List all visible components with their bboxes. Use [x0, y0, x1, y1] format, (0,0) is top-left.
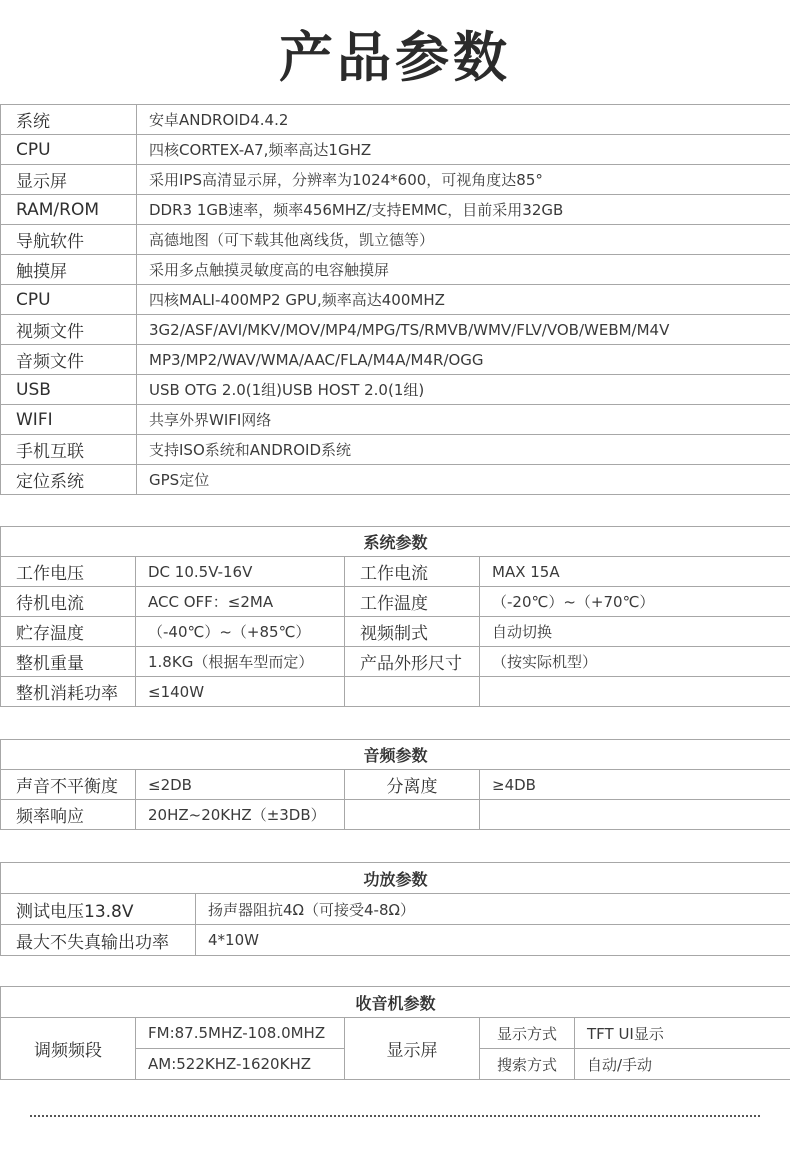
search-mode-value: 自动/手动 [575, 1049, 790, 1080]
param-label: 工作电流 [345, 557, 480, 587]
param-label: 测试电压13.8V [1, 894, 196, 925]
param-label: 频率响应 [1, 800, 136, 830]
table-row [1, 1018, 790, 1049]
table-row [1, 135, 790, 165]
param-value: （-40℃）~（+85℃） [136, 617, 345, 647]
display-mode-label: 显示方式 [480, 1018, 575, 1049]
param-label: 视频制式 [345, 617, 480, 647]
spec-value: DDR3 1GB速率，频率456MHZ/支持EMMC，目前采用32GB [137, 195, 790, 225]
spec-label: 视频文件 [1, 315, 137, 345]
dotted-divider [30, 1115, 760, 1117]
spec-label: 手机互联 [1, 435, 137, 465]
page-title: 产品参数 [279, 26, 511, 89]
band-label: 调频频段 [1, 1018, 136, 1080]
param-value: ≤140W [136, 677, 345, 707]
param-value: （按实际机型） [480, 647, 790, 677]
spec-value: 采用多点触摸灵敏度高的电容触摸屏 [137, 255, 790, 285]
section-heading-row [1, 527, 790, 557]
display-label: 显示屏 [345, 1018, 480, 1080]
param-value: 自动切换 [480, 617, 790, 647]
table-row [1, 435, 790, 465]
empty-cell [480, 800, 790, 830]
table-row [1, 195, 790, 225]
param-value: ≥4DB [480, 770, 790, 800]
table-row [1, 617, 790, 647]
system-params-table [0, 526, 790, 707]
spec-value: MP3/MP2/WAV/WMA/AAC/FLA/M4A/M4R/OGG [137, 345, 790, 375]
param-value: 1.8KG（根据车型而定） [136, 647, 345, 677]
table-row [1, 557, 790, 587]
param-label: 最大不失真输出功率 [1, 925, 196, 956]
spec-label: 系统 [1, 105, 137, 135]
param-value: MAX 15A [480, 557, 790, 587]
spec-value: 安卓ANDROID4.4.2 [137, 105, 790, 135]
table-row [1, 225, 790, 255]
table-row [1, 677, 790, 707]
spec-value: 高德地图（可下载其他离线货，凯立德等） [137, 225, 790, 255]
table-row [1, 255, 790, 285]
spec-label: CPU [1, 285, 137, 315]
spec-value: 采用IPS高清显示屏，分辨率为1024*600，可视角度达85° [137, 165, 790, 195]
spec-value: 共享外界WIFI网络 [137, 405, 790, 435]
param-label: 分离度 [345, 770, 480, 800]
spec-value: GPS定位 [137, 465, 790, 495]
table-row [1, 345, 790, 375]
table-row [1, 770, 790, 800]
param-value: 扬声器阻抗4Ω（可接受4-8Ω） [196, 894, 790, 925]
param-value: ACC OFF：≤2MA [136, 587, 345, 617]
empty-cell [480, 677, 790, 707]
spec-label: 触摸屏 [1, 255, 137, 285]
param-label: 整机消耗功率 [1, 677, 136, 707]
table-row [1, 375, 790, 405]
section-heading-row [1, 863, 790, 894]
table-row [1, 925, 790, 956]
table-row [1, 315, 790, 345]
spec-label: RAM/ROM [1, 195, 137, 225]
spec-label: 音频文件 [1, 345, 137, 375]
table-row [1, 105, 790, 135]
spec-label: 导航软件 [1, 225, 137, 255]
table-row [1, 800, 790, 830]
system-params-heading: 系统参数 [1, 527, 790, 557]
param-value: 20HZ~20KHZ（±3DB） [136, 800, 345, 830]
table-row [1, 465, 790, 495]
audio-params-heading: 音频参数 [1, 740, 790, 770]
amplifier-params-heading: 功放参数 [1, 863, 790, 894]
spec-value: 四核MALI-400MP2 GPU,频率高达400MHZ [137, 285, 790, 315]
spec-value: 3G2/ASF/AVI/MKV/MOV/MP4/MPG/TS/RMVB/WMV/FLV/VOB/WEBM/M4V [137, 315, 790, 345]
spec-label: 定位系统 [1, 465, 137, 495]
table-row [1, 894, 790, 925]
radio-params-heading: 收音机参数 [1, 987, 790, 1018]
empty-cell [345, 677, 480, 707]
spec-label: USB [1, 375, 137, 405]
param-label: 工作电压 [1, 557, 136, 587]
param-value: （-20℃）~（+70℃） [480, 587, 790, 617]
audio-params-table [0, 739, 790, 830]
spec-label: CPU [1, 135, 137, 165]
table-row [1, 285, 790, 315]
fm-range: FM:87.5MHZ-108.0MHZ [136, 1018, 345, 1049]
spec-label: 显示屏 [1, 165, 137, 195]
section-heading-row [1, 740, 790, 770]
spec-value: USB OTG 2.0(1组)USB HOST 2.0(1组) [137, 375, 790, 405]
param-label: 待机电流 [1, 587, 136, 617]
param-label: 产品外形尺寸 [345, 647, 480, 677]
spec-value: 支持ISO系统和ANDROID系统 [137, 435, 790, 465]
radio-params-table [0, 986, 790, 1080]
table-row [1, 587, 790, 617]
display-mode-value: TFT UI显示 [575, 1018, 790, 1049]
spec-value: 四核CORTEX-A7,频率高达1GHZ [137, 135, 790, 165]
search-mode-label: 搜索方式 [480, 1049, 575, 1080]
param-value: ≤2DB [136, 770, 345, 800]
param-value: DC 10.5V-16V [136, 557, 345, 587]
table-row [1, 647, 790, 677]
param-value: 4*10W [196, 925, 790, 956]
param-label: 工作温度 [345, 587, 480, 617]
section-heading-row [1, 987, 790, 1018]
param-label: 贮存温度 [1, 617, 136, 647]
spec-label: WIFI [1, 405, 137, 435]
product-spec-table [0, 104, 790, 495]
param-label: 整机重量 [1, 647, 136, 677]
amplifier-params-table [0, 862, 790, 956]
am-range: AM:522KHZ-1620KHZ [136, 1049, 345, 1080]
param-label: 声音不平衡度 [1, 770, 136, 800]
empty-cell [345, 800, 480, 830]
table-row [1, 405, 790, 435]
table-row [1, 165, 790, 195]
